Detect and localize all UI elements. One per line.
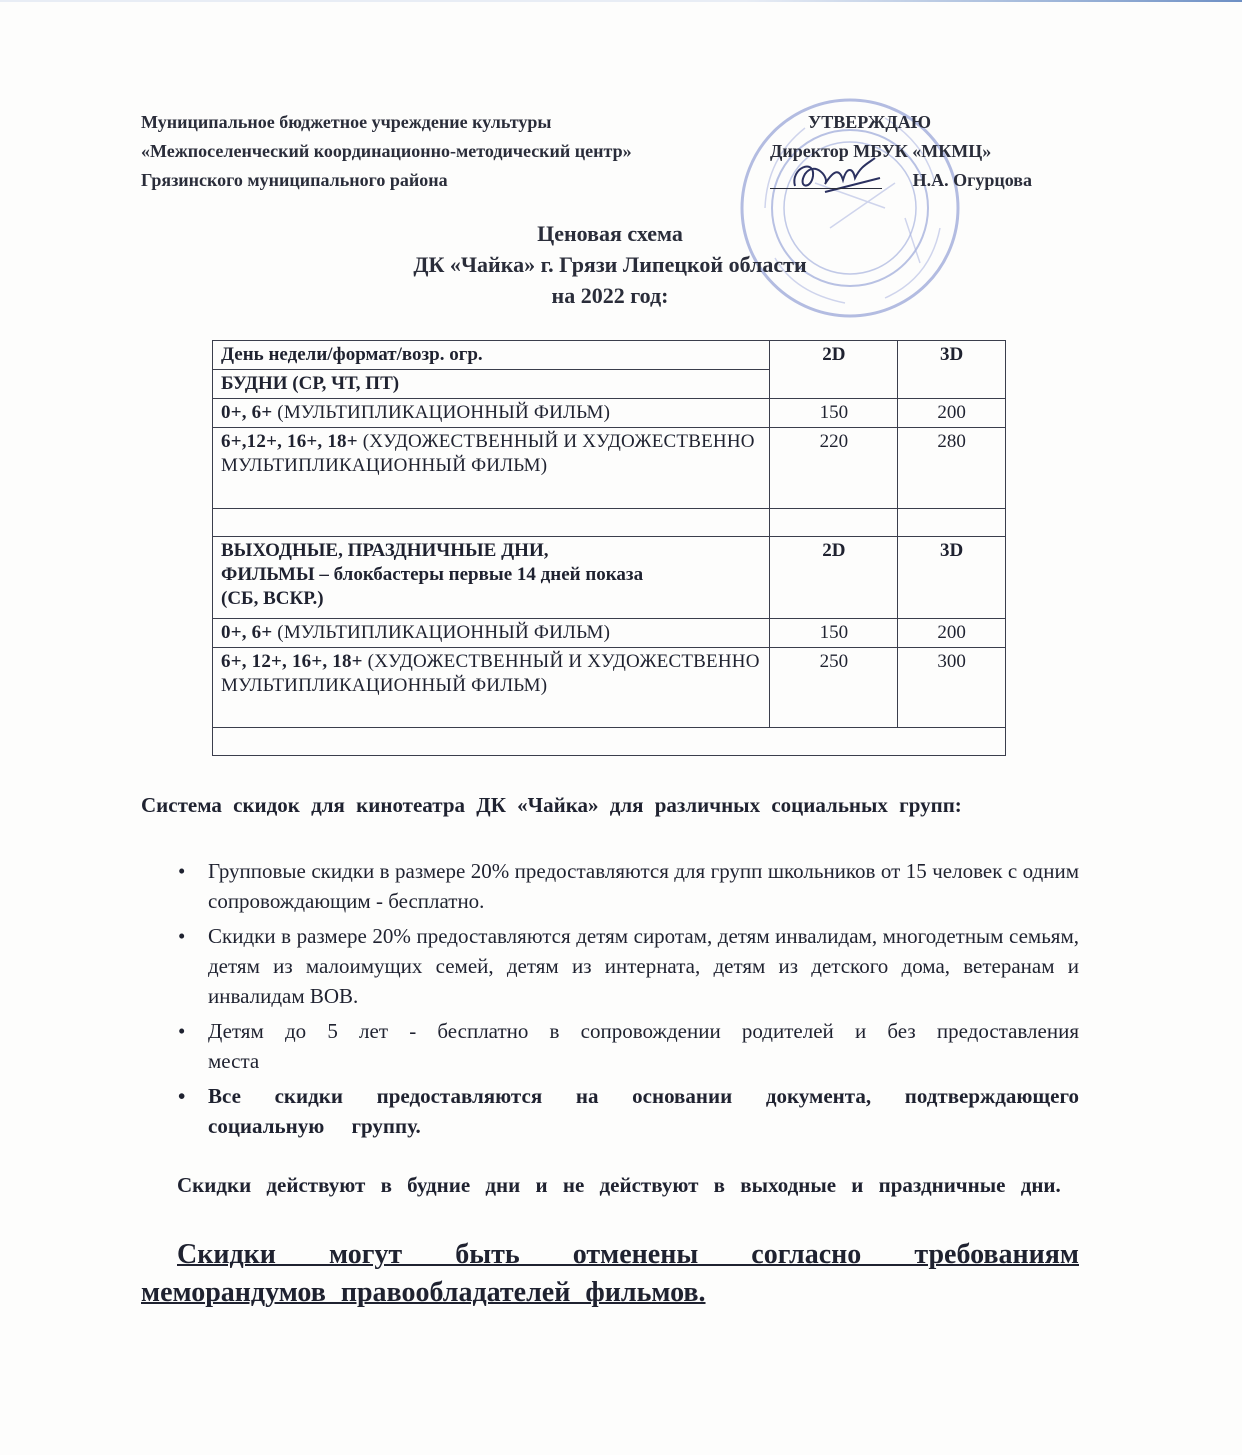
bullet-icon: • bbox=[178, 1019, 186, 1043]
price-3d: 200 bbox=[898, 619, 1006, 648]
table-row bbox=[213, 619, 1006, 648]
title-line: на 2022 год: bbox=[551, 283, 669, 308]
empty-row bbox=[213, 509, 1006, 537]
org-line: «Межпоселенческий координационно-методический центр» bbox=[141, 141, 632, 161]
approval-block bbox=[770, 108, 1032, 195]
table-row bbox=[213, 648, 1006, 728]
table-header-label: День недели/формат/возр. огр. bbox=[213, 341, 770, 370]
discounts-title: Система скидок для кинотеатра ДК «Чайка» для различных социальных групп: bbox=[141, 793, 962, 817]
list-item: • Групповые скидки в размере 20% предоставляются для групп школьников от 15 человек с одним сопровождающим - бесплатно. bbox=[141, 856, 1079, 916]
weekend-header-row bbox=[213, 537, 1006, 619]
film-type: (ХУДОЖЕСТВЕННЫЙ И ХУДОЖЕСТВЕННО МУЛЬТИПЛИКАЦИОННЫЙ ФИЛЬМ) bbox=[221, 651, 760, 696]
age-rating: 0+, 6+ bbox=[221, 402, 273, 423]
film-type: (МУЛЬТИПЛИКАЦИОННЫЙ ФИЛЬМ) bbox=[272, 402, 611, 423]
list-item: • Все скидки предоставляются на основании документа, подтверждающего социальную группу. bbox=[141, 1081, 1079, 1141]
bullet-icon: • bbox=[178, 859, 186, 883]
header-2d: 2D bbox=[770, 341, 898, 399]
discount-note: Скидки действуют в будние дни и не действуют в выходные и праздничные дни. bbox=[177, 1173, 1061, 1197]
row-label bbox=[213, 399, 770, 428]
org-line: Грязинского муниципального района bbox=[141, 170, 448, 190]
row-label bbox=[213, 428, 770, 509]
price-2d: 220 bbox=[770, 428, 898, 509]
approve-label: УТВЕРЖДАЮ bbox=[808, 112, 932, 132]
signature-line bbox=[770, 166, 882, 189]
discount-list bbox=[141, 856, 1079, 1146]
film-type: (ХУДОЖЕСТВЕННЫЙ И ХУДОЖЕСТВЕННО МУЛЬТИПЛИКАЦИОННЫЙ ФИЛЬМ) bbox=[221, 431, 755, 476]
age-rating: 6+,12+, 16+, 18+ bbox=[221, 431, 358, 452]
organization-block bbox=[141, 108, 632, 195]
price-table bbox=[212, 340, 1006, 756]
scan-edge bbox=[0, 0, 1242, 2]
approve-name: Н.А. Огурцова bbox=[912, 170, 1032, 190]
bullet-icon: • bbox=[178, 1084, 186, 1108]
price-3d: 200 bbox=[898, 399, 1006, 428]
age-rating: 6+, 12+, 16+, 18+ bbox=[221, 651, 363, 672]
cancellation-notice: Скидки могут быть отменены согласно требованиям меморандумов правообладателей фильмов. bbox=[141, 1239, 1079, 1308]
row-label bbox=[213, 648, 770, 728]
row-label bbox=[213, 619, 770, 648]
price-2d: 150 bbox=[770, 399, 898, 428]
price-2d: 150 bbox=[770, 619, 898, 648]
price-2d: 250 bbox=[770, 648, 898, 728]
price-3d: 300 bbox=[898, 648, 1006, 728]
approve-position: Директор МБУК «МКМЦ» bbox=[770, 141, 992, 161]
list-item: • Скидки в размере 20% предоставляются детям сиротам, детям инвалидам, многодетным семьям, детям из малоимущих семей, детям из интерната, детям из детского дома, ветеранам и инвалидам ВОВ. bbox=[141, 921, 1079, 1011]
title-line: ДК «Чайка» г. Грязи Липецкой области bbox=[413, 252, 807, 277]
weekend-label: ВЫХОДНЫЕ, ПРАЗДНИЧНЫЕ ДНИ, ФИЛЬМЫ – блокбастеры первые 14 дней показа (СБ, ВСКР.) bbox=[213, 537, 770, 619]
list-item: • Детям до 5 лет - бесплатно в сопровождении родителей и без предоставления места bbox=[141, 1016, 1079, 1076]
header-3d: 3D bbox=[898, 341, 1006, 399]
age-rating: 0+, 6+ bbox=[221, 622, 273, 643]
table-row bbox=[213, 428, 1006, 509]
title-line: Ценовая схема bbox=[537, 221, 683, 246]
empty-row bbox=[213, 728, 1006, 756]
bullet-icon: • bbox=[178, 924, 186, 948]
table-row bbox=[213, 399, 1006, 428]
film-type: (МУЛЬТИПЛИКАЦИОННЫЙ ФИЛЬМ) bbox=[272, 622, 611, 643]
header-3d: 3D bbox=[898, 537, 1006, 619]
price-3d: 280 bbox=[898, 428, 1006, 509]
header-2d: 2D bbox=[770, 537, 898, 619]
weekdays-label: БУДНИ (СР, ЧТ, ПТ) bbox=[213, 370, 770, 399]
org-line: Муниципальное бюджетное учреждение культуры bbox=[141, 112, 552, 132]
document-title bbox=[330, 218, 890, 311]
